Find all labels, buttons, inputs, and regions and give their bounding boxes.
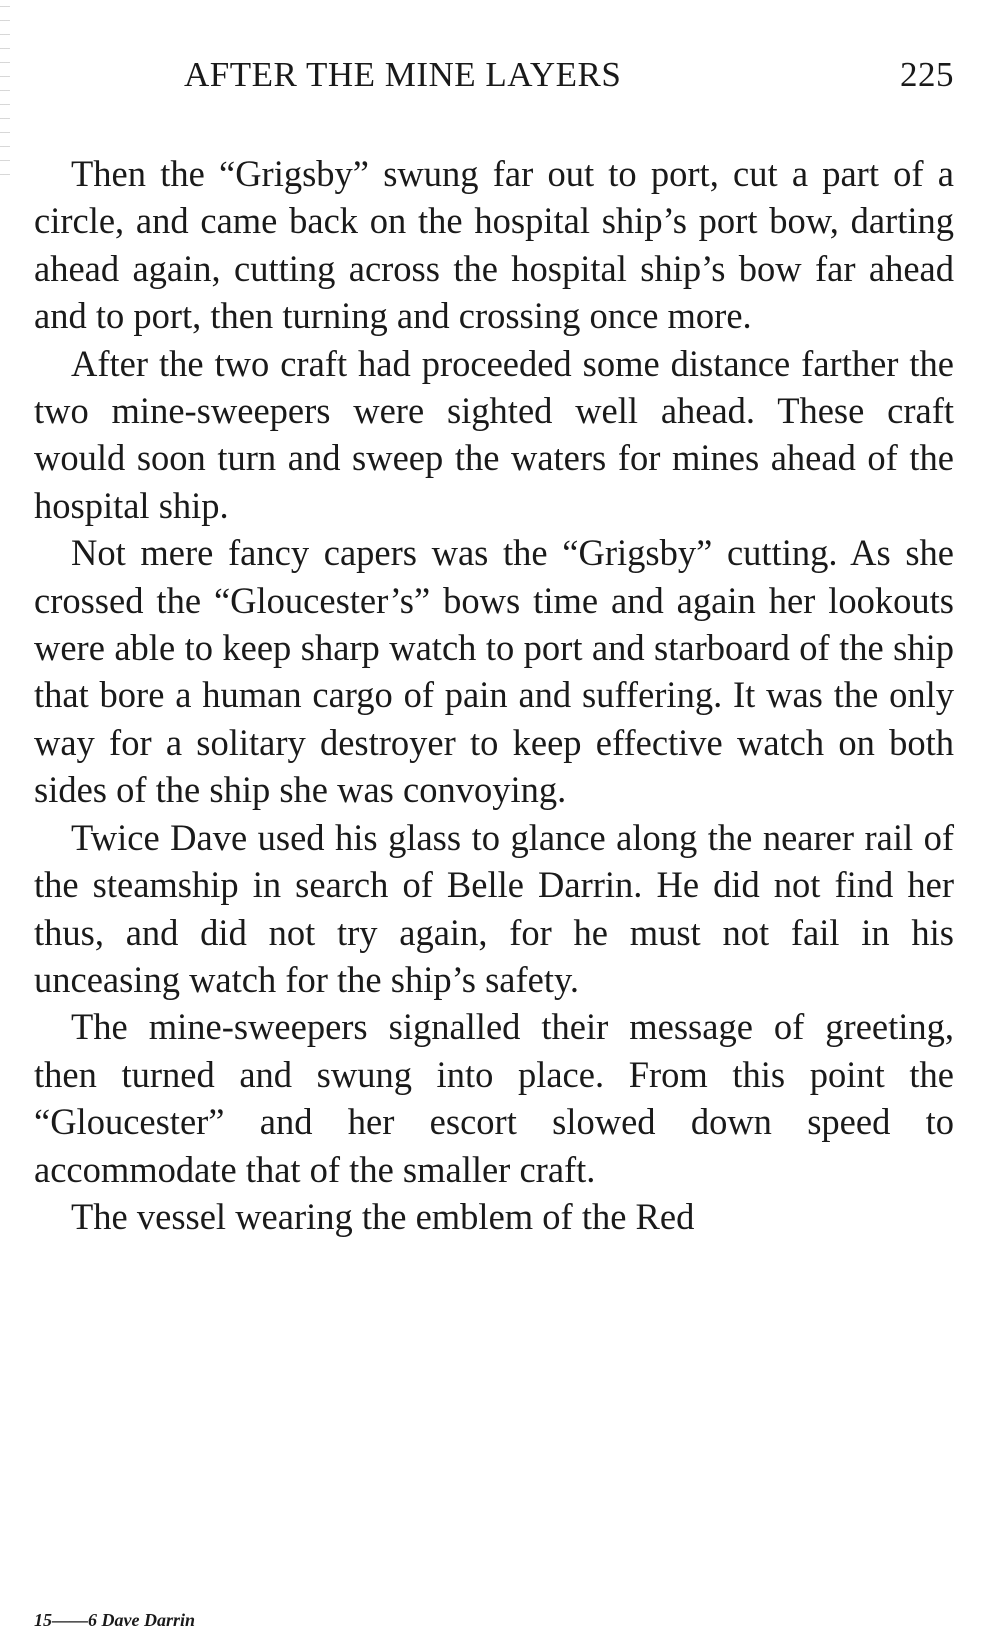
running-head — [0, 55, 1000, 105]
paragraph: Not mere fancy capers was the “Grigsby” cutting. As she crossed the “Gloucester’s” bows time and again her lookouts were able to keep sharp watch to port and starboard of the ship that bore a human cargo of pain and suffering. It was the only way for a solitary destroyer to keep effective watch on both sides of the ship she was convoying. — [34, 532, 954, 811]
paragraph: Then the “Grigsby” swung far out to port, cut a part of a circle, and came back on the hospital ship’s port bow, darting ahead again, cutting across the hospital ship’s bow far ahead and to port, then turning and crossing once more. — [34, 153, 954, 337]
paragraph: Twice Dave used his glass to glance along the nearer rail of the steamship in search of Belle Darrin. He did not find her thus, and did not try again, for he must not fail in his unceasing watch for the ship’s safety. — [34, 816, 954, 1000]
running-title: AFTER THE MINE LAYERS — [184, 55, 622, 94]
paragraph: The vessel wearing the emblem of the Red — [71, 1195, 695, 1237]
signature-mark: 15——6 Dave Darrin — [34, 1610, 195, 1630]
paragraph: After the two craft had proceeded some distance farther the two mine-sweepers were sighted well ahead. These craft would soon turn and sweep the waters for mines ahead of the hospital ship. — [34, 342, 954, 526]
page-number: 225 — [900, 55, 954, 94]
paragraph: The mine-sweepers signalled their message of greeting, then turned and swung into place. From this point the “Gloucester” and her escort slowed down speed to accommodate that of the smaller craft. — [34, 1006, 954, 1190]
body-text — [34, 150, 954, 1240]
